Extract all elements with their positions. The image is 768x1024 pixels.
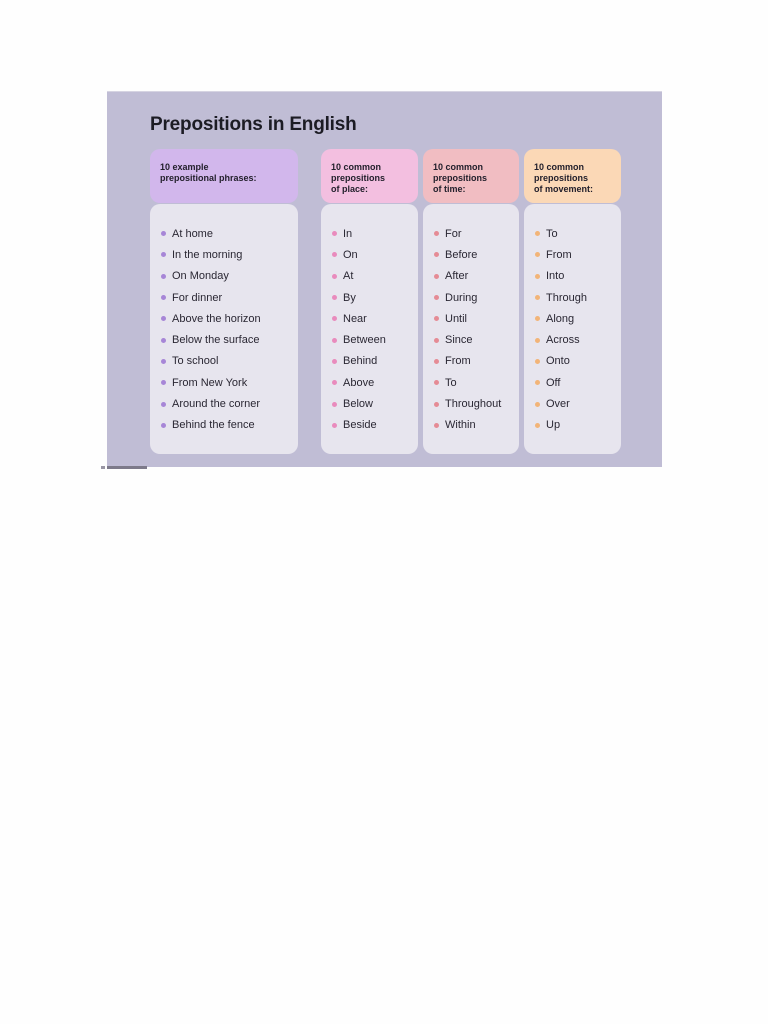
list-item [524, 329, 621, 350]
bullet-dot-icon [434, 423, 439, 428]
list-item [321, 351, 418, 372]
list-item [423, 266, 519, 287]
list-prepositions-of-place [321, 204, 418, 454]
list-prepositions-of-time [423, 204, 519, 454]
list-item-label: Below [343, 398, 373, 411]
list-item-label: Across [546, 334, 580, 347]
list-item-label: Before [445, 248, 478, 261]
list-item [423, 287, 519, 308]
bullet-dot-icon [161, 338, 166, 343]
bullet-dot-icon [161, 359, 166, 364]
list-prepositional-phrases [150, 204, 298, 454]
bullet-dot-icon [535, 338, 540, 343]
list-item-label: On [343, 248, 358, 261]
bullet-dot-icon [161, 231, 166, 236]
list-prepositions-of-movement [524, 204, 621, 454]
bullet-dot-icon [434, 338, 439, 343]
bullet-dot-icon [535, 359, 540, 364]
header-prepositions-of-movement [524, 149, 621, 203]
list-item [150, 372, 298, 393]
bullet-dot-icon [332, 252, 337, 257]
list-item [524, 351, 621, 372]
bullet-dot-icon [434, 252, 439, 257]
list-item [524, 287, 621, 308]
list-item-label: Over [546, 398, 570, 411]
list-item-label: Above the horizon [172, 312, 261, 325]
list-item [423, 223, 519, 244]
bullet-dot-icon [535, 402, 540, 407]
bullet-dot-icon [535, 295, 540, 300]
list-item [423, 244, 519, 265]
header-prepositional-phrases [150, 149, 298, 203]
header-prepositions-of-place [321, 149, 418, 203]
header-prepositional-phrases-text: 10 example prepositional phrases: [160, 162, 257, 183]
list-item-label: For dinner [172, 291, 223, 304]
list-item [321, 223, 418, 244]
list-item-label: Up [546, 419, 561, 432]
list-item [321, 372, 418, 393]
list-item [524, 415, 621, 436]
bullet-dot-icon [332, 231, 337, 236]
bullet-dot-icon [161, 423, 166, 428]
list-item [423, 308, 519, 329]
list-item-label: Into [546, 270, 565, 283]
list-item-label: At [343, 270, 354, 283]
list-item [524, 393, 621, 414]
list-item-label: To school [172, 355, 219, 368]
bullet-dot-icon [535, 252, 540, 257]
list-item-label: Behind [343, 355, 378, 368]
list-item-label: After [445, 270, 469, 283]
list-item-label: Throughout [445, 398, 502, 411]
list-item [524, 372, 621, 393]
list-item-label: Off [546, 376, 561, 389]
bullet-dot-icon [434, 402, 439, 407]
list-item-label: Above [343, 376, 375, 389]
list-item-label: Through [546, 291, 587, 304]
bullet-dot-icon [332, 274, 337, 279]
prepositions-infographic [107, 91, 662, 467]
bullet-dot-icon [535, 274, 540, 279]
list-item-label: Since [445, 334, 473, 347]
list-item [321, 415, 418, 436]
bullet-dot-icon [535, 380, 540, 385]
list-item [150, 351, 298, 372]
list-item [524, 223, 621, 244]
list-item-label: To [445, 376, 457, 389]
list-item-label: To [546, 227, 558, 240]
bullet-dot-icon [434, 359, 439, 364]
bullet-dot-icon [434, 316, 439, 321]
page-indicator-dot [101, 466, 105, 469]
bullet-dot-icon [161, 274, 166, 279]
page-indicator-bar [107, 466, 147, 469]
list-item [321, 244, 418, 265]
list-item-label: Around the corner [172, 398, 261, 411]
list-item [423, 351, 519, 372]
list-item-label: Until [445, 312, 468, 325]
list-item-label: Behind the fence [172, 419, 255, 432]
bullet-dot-icon [332, 338, 337, 343]
bullet-dot-icon [434, 231, 439, 236]
list-item [150, 244, 298, 265]
header-prepositions-of-movement-text: 10 common prepositions of movement: [534, 162, 594, 194]
bullet-dot-icon [535, 423, 540, 428]
list-item-label: Onto [546, 355, 570, 368]
list-item [150, 329, 298, 350]
list-item [321, 266, 418, 287]
bullet-dot-icon [332, 295, 337, 300]
list-item [321, 287, 418, 308]
list-item-label: Within [445, 419, 476, 432]
bullet-dot-icon [332, 423, 337, 428]
header-prepositions-of-time [423, 149, 519, 203]
list-item-label: In the morning [172, 248, 243, 261]
list-item [321, 329, 418, 350]
list-item-label: On Monday [172, 270, 229, 283]
bullet-dot-icon [332, 402, 337, 407]
list-item [321, 393, 418, 414]
list-item [150, 287, 298, 308]
list-item [423, 372, 519, 393]
bullet-dot-icon [535, 231, 540, 236]
list-item-label: From [445, 355, 471, 368]
list-item-label: In [343, 227, 353, 240]
list-item [150, 266, 298, 287]
list-item-label: By [343, 291, 356, 304]
list-item-label: From New York [172, 376, 248, 389]
list-item [524, 244, 621, 265]
list-item [524, 308, 621, 329]
list-item-label: Along [546, 312, 575, 325]
list-item-label: Beside [343, 419, 377, 432]
list-item-label: Between [343, 334, 386, 347]
header-prepositions-of-place-text: 10 common prepositions of place: [331, 162, 386, 194]
bullet-dot-icon [535, 316, 540, 321]
bullet-dot-icon [434, 274, 439, 279]
list-item-label: From [546, 248, 572, 261]
bullet-dot-icon [332, 316, 337, 321]
bullet-dot-icon [434, 295, 439, 300]
bullet-dot-icon [161, 252, 166, 257]
bullet-dot-icon [161, 402, 166, 407]
list-item [150, 308, 298, 329]
list-item [321, 308, 418, 329]
list-item [423, 393, 519, 414]
list-item-label: During [445, 291, 478, 304]
bullet-dot-icon [161, 380, 166, 385]
list-item [524, 266, 621, 287]
bullet-dot-icon [332, 380, 337, 385]
bullet-dot-icon [161, 316, 166, 321]
list-item [150, 223, 298, 244]
list-item [150, 393, 298, 414]
list-item-label: Below the surface [172, 334, 260, 347]
list-item-label: Near [343, 312, 367, 325]
list-item [150, 415, 298, 436]
list-item-label: At home [172, 227, 213, 240]
list-item [423, 415, 519, 436]
infographic-title: Prepositions in English [150, 114, 357, 135]
list-item-label: For [445, 227, 462, 240]
header-prepositions-of-time-text: 10 common prepositions of time: [433, 162, 488, 194]
bullet-dot-icon [434, 380, 439, 385]
list-item [423, 329, 519, 350]
bullet-dot-icon [332, 359, 337, 364]
bullet-dot-icon [161, 295, 166, 300]
